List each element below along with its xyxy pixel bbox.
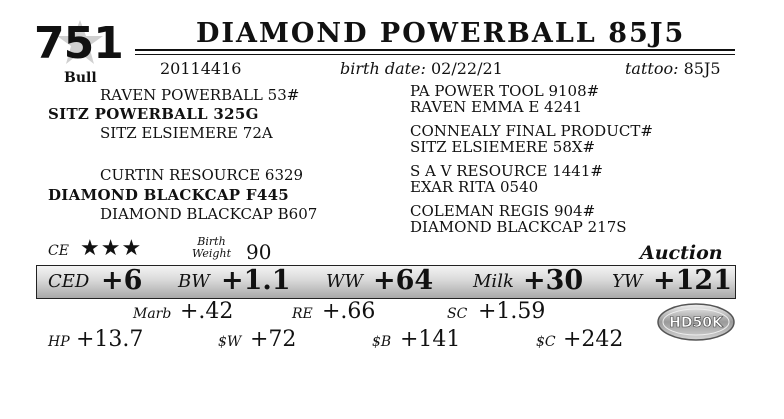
ced-label: CED — [48, 271, 90, 292]
birth-weight-label — [192, 236, 231, 260]
bw-value: +1.1 — [221, 265, 291, 296]
pedigree-right-item: S A V RESOURCE 1441# — [410, 162, 603, 180]
pedigree-right-item: RAVEN EMMA E 4241 — [410, 98, 583, 116]
birth-date-label: birth date: — [340, 59, 426, 78]
sire-dam: SITZ ELSIEMERE 72A — [100, 124, 273, 142]
hp-label: HP — [48, 334, 70, 350]
ce-label: CE — [48, 243, 69, 259]
bw-label: BW — [178, 271, 210, 292]
pedigree-right-item: PA POWER TOOL 9108# — [410, 82, 600, 100]
dam-dam: DIAMOND BLACKCAP B607 — [100, 205, 318, 223]
b-value: +141 — [400, 327, 461, 352]
sc-value: +1.59 — [478, 299, 546, 324]
title-rule-thin — [135, 54, 735, 55]
c-value: +242 — [563, 327, 624, 352]
pedigree-right-item: DIAMOND BLACKCAP 217S — [410, 218, 627, 236]
sire-sire: RAVEN POWERBALL 53# — [100, 86, 300, 104]
pedigree-right-item: COLEMAN REGIS 904# — [410, 202, 596, 220]
ced-value: +6 — [101, 265, 143, 296]
birth-weight-label-line2: Weight — [192, 247, 231, 260]
birth-date — [340, 59, 503, 78]
birth-weight-value: 90 — [246, 240, 272, 264]
pedigree-right-item: SITZ ELSIEMERE 58X# — [410, 138, 596, 156]
title-rule — [135, 49, 735, 51]
pedigree-right-item: EXAR RITA 0540 — [410, 178, 539, 196]
birth-date-value: 02/22/21 — [431, 59, 503, 78]
milk-value: +30 — [523, 265, 584, 296]
w-label: $W — [218, 334, 242, 350]
b-label: $B — [372, 334, 392, 350]
ce-stars-rating: ★★★ — [80, 236, 143, 261]
sire: SITZ POWERBALL 325G — [48, 105, 259, 123]
ww-label: WW — [326, 271, 364, 292]
marb-value: +.42 — [180, 299, 234, 324]
milk-label: Milk — [473, 271, 514, 292]
yw-value: +121 — [653, 265, 732, 296]
auction-label: Auction — [640, 242, 723, 264]
tattoo — [625, 59, 721, 78]
hd50k-badge-icon — [657, 303, 735, 341]
w-value: +72 — [250, 327, 297, 352]
badge-text: HD50K — [669, 315, 723, 331]
re-label: RE — [292, 306, 313, 322]
yw-label: YW — [612, 271, 643, 292]
lot-type: Bull — [64, 70, 97, 86]
sc-label: SC — [447, 306, 468, 322]
dam-sire: CURTIN RESOURCE 6329 — [100, 166, 304, 184]
animal-name: DIAMOND POWERBALL 85J5 — [196, 18, 686, 49]
c-label: $C — [536, 334, 556, 350]
lot-number: 751 — [34, 18, 123, 69]
re-value: +.66 — [322, 299, 376, 324]
registration-number: 20114416 — [160, 59, 242, 78]
dam: DIAMOND BLACKCAP F445 — [48, 186, 290, 204]
birth-weight-label-line1: Birth — [197, 235, 226, 248]
tattoo-value: 85J5 — [683, 59, 721, 78]
pedigree-right-item: CONNEALY FINAL PRODUCT# — [410, 122, 653, 140]
ww-value: +64 — [373, 265, 434, 296]
hp-value: +13.7 — [76, 327, 144, 352]
tattoo-label: tattoo: — [625, 59, 679, 78]
marb-label: Marb — [133, 306, 172, 322]
